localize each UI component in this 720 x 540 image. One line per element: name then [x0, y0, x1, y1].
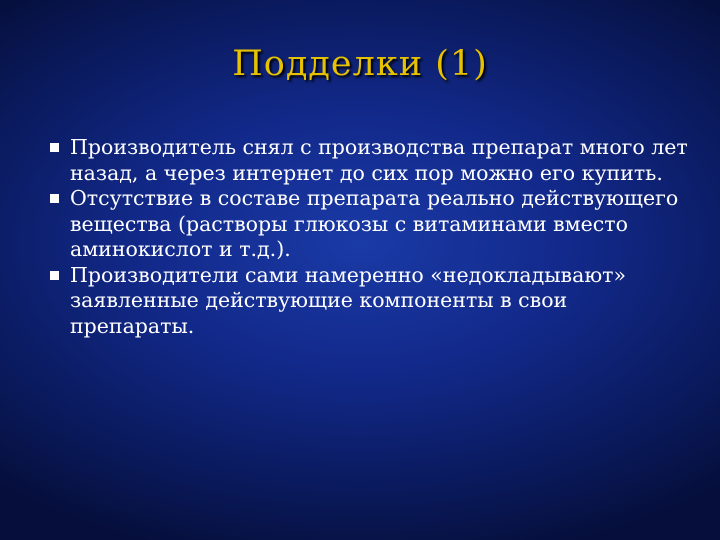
slide-title: Подделки (1): [232, 44, 488, 84]
square-bullet-icon: [50, 271, 59, 280]
bullet-text: Производитель снял с производства препарат много лет назад, а через интернет до сих пор можно его купить.: [70, 135, 688, 185]
bullet-item: [50, 135, 690, 186]
bullet-text: Производители сами намеренно «недокладывают» заявленные действующие компоненты в свои препараты.: [70, 262, 627, 338]
square-bullet-icon: [50, 194, 59, 203]
bullet-text: Отсутствие в составе препарата реально действующего вещества (растворы глюкозы с витаминами вместо аминокислот и т.д.).: [70, 186, 679, 261]
bullet-item: [50, 263, 690, 340]
square-bullet-icon: [50, 143, 59, 152]
bullet-list: [50, 135, 690, 339]
bullet-item: [50, 186, 690, 263]
